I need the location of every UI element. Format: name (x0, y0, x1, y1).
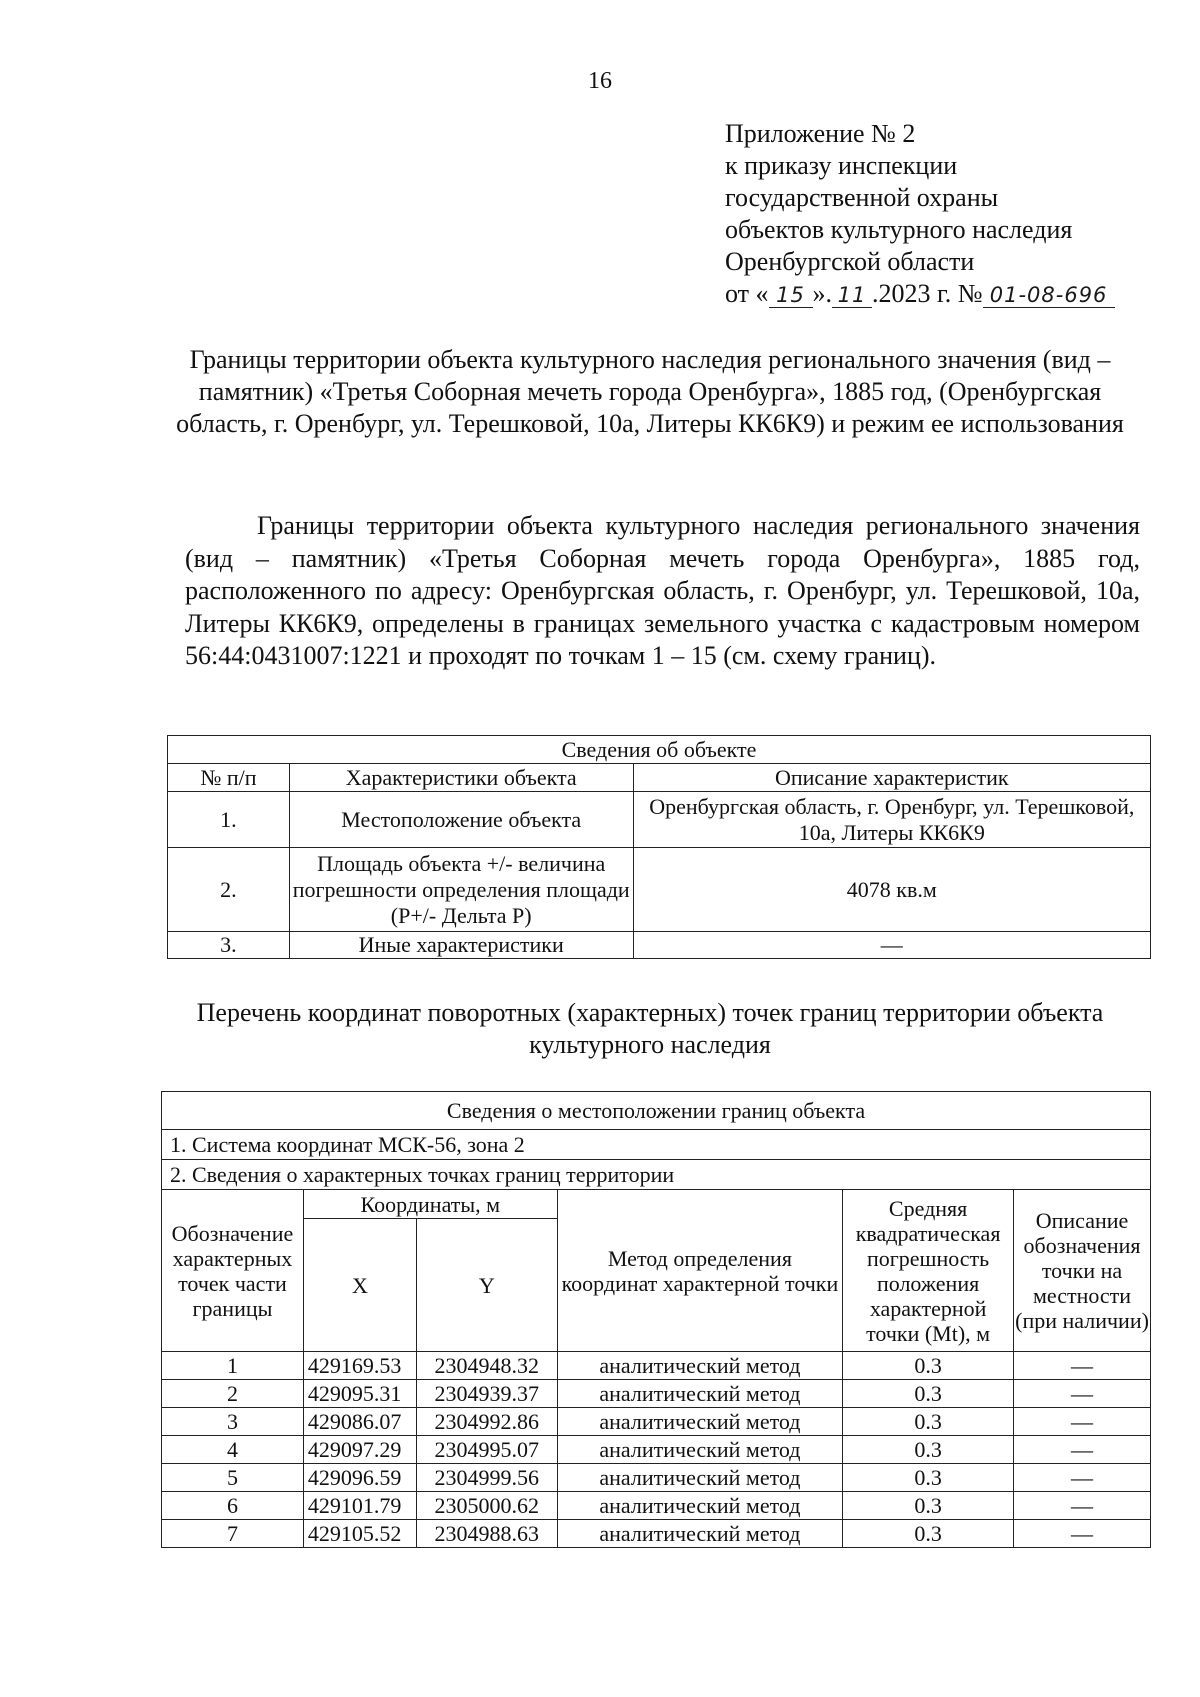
y-cell: 2304995.07 (416, 1436, 557, 1464)
object-table-title: Сведения об объекте (168, 736, 1151, 764)
row-number: 2. (168, 848, 290, 932)
order-date-line (725, 278, 1115, 310)
order-number-handwritten: 01-08-696 (983, 283, 1115, 308)
appendix-line: государственной охраны (725, 183, 999, 212)
y-cell: 2304999.56 (416, 1464, 557, 1492)
header-x: X (303, 1219, 416, 1352)
object-info-table (167, 735, 1151, 959)
table-header: Описание характеристик (633, 764, 1150, 792)
desc-cell: — (1014, 1352, 1151, 1380)
table-row (162, 1436, 1151, 1464)
appendix-line: объектов культурного наследия (725, 215, 1073, 244)
header-error: Средняя квадратическая погрешность положения характерной точки (Mt), м (843, 1190, 1014, 1352)
appendix-line: Приложение № 2 (725, 119, 916, 148)
x-cell: 429096.59 (303, 1464, 416, 1492)
error-cell: 0.3 (843, 1408, 1014, 1436)
coordinate-system-row: 1. Система координат МСК-56, зона 2 (162, 1130, 1151, 1160)
point-cell: 6 (162, 1492, 304, 1520)
table-row (162, 1380, 1151, 1408)
x-cell: 429105.52 (303, 1520, 416, 1548)
desc-cell: — (1014, 1436, 1151, 1464)
x-cell: 429095.31 (303, 1380, 416, 1408)
body-paragraph: Границы территории объекта культурного наследия регионального значения (вид – памятник) «Третья Соборная мечеть города Оренбурга», 1885 год, расположенного по адресу: Оренбургская область, г. Оренбург, ул. Терешковой, 10а, Литеры КК6К9, определены в границах земельного участка с кадастровым номером 56:44:0431007:1221 и проходят по точкам 1 – 15 (см. схему границ). (185, 511, 1140, 670)
point-cell: 7 (162, 1520, 304, 1548)
table-header: № п/п (168, 764, 290, 792)
page-number: 16 (588, 68, 612, 94)
header-desc: Описание обозначения точки на местности (при наличии) (1014, 1190, 1151, 1352)
desc-cell: — (1014, 1464, 1151, 1492)
point-cell: 1 (162, 1352, 304, 1380)
x-cell: 429101.79 (303, 1492, 416, 1520)
method-cell: аналитический метод (557, 1464, 842, 1492)
table-header: Характеристики объекта (289, 764, 633, 792)
y-cell: 2304988.63 (416, 1520, 557, 1548)
table-row (162, 1352, 1151, 1380)
date-prefix: от « (725, 279, 769, 308)
table-row (162, 1520, 1151, 1548)
error-cell: 0.3 (843, 1380, 1014, 1408)
point-cell: 3 (162, 1408, 304, 1436)
desc-cell: — (1014, 1380, 1151, 1408)
section-row: 2. Сведения о характерных точках границ территории (162, 1160, 1151, 1190)
characteristic-cell: Иные характеристики (289, 932, 633, 959)
date-month-handwritten: 11 (832, 283, 872, 308)
table-row (162, 1408, 1151, 1436)
error-cell: 0.3 (843, 1492, 1014, 1520)
coords-table-title: Сведения о местоположении границ объекта (162, 1092, 1151, 1130)
x-cell: 429097.29 (303, 1436, 416, 1464)
date-suffix: .2023 г. № (872, 279, 983, 308)
point-cell: 5 (162, 1464, 304, 1492)
main-title: Границы территории объекта культурного наследия регионального значения (вид – памятник) «Третья Соборная мечеть города Оренбурга», 1885 год, (Оренбургская область, г. Оренбург, ул. Терешковой, 10а, Литеры КК6К9) и режим ее использования (176, 345, 1124, 438)
table-row (168, 932, 1151, 959)
method-cell: аналитический метод (557, 1380, 842, 1408)
desc-cell: — (1014, 1408, 1151, 1436)
header-coords: Координаты, м (303, 1190, 557, 1219)
appendix-line: Оренбургской области (725, 247, 975, 276)
method-cell: аналитический метод (557, 1492, 842, 1520)
header-method: Метод определения координат характерной точки (557, 1190, 842, 1352)
error-cell: 0.3 (843, 1520, 1014, 1548)
characteristic-cell: Местоположение объекта (289, 792, 633, 848)
point-cell: 4 (162, 1436, 304, 1464)
error-cell: 0.3 (843, 1352, 1014, 1380)
table-row (162, 1492, 1151, 1520)
coordinates-table (161, 1091, 1151, 1548)
table-row (168, 792, 1151, 848)
method-cell: аналитический метод (557, 1520, 842, 1548)
header-point: Обозначение характерных точек части границы (162, 1190, 304, 1352)
description-cell: 4078 кв.м (633, 848, 1150, 932)
y-cell: 2304939.37 (416, 1380, 557, 1408)
table-row (162, 1464, 1151, 1492)
y-cell: 2304992.86 (416, 1408, 557, 1436)
x-cell: 429086.07 (303, 1408, 416, 1436)
table-row (168, 848, 1151, 932)
desc-cell: — (1014, 1492, 1151, 1520)
appendix-block (725, 118, 1115, 310)
coordinates-section-title: Перечень координат поворотных (характерных) точек границ территории объекта культурного наследия (196, 998, 1104, 1059)
header-y: Y (416, 1219, 557, 1352)
desc-cell: — (1014, 1520, 1151, 1548)
method-cell: аналитический метод (557, 1408, 842, 1436)
row-number: 1. (168, 792, 290, 848)
y-cell: 2304948.32 (416, 1352, 557, 1380)
method-cell: аналитический метод (557, 1352, 842, 1380)
error-cell: 0.3 (843, 1464, 1014, 1492)
row-number: 3. (168, 932, 290, 959)
appendix-line: к приказу инспекции (725, 151, 958, 180)
date-mid: ». (812, 279, 833, 308)
method-cell: аналитический метод (557, 1436, 842, 1464)
characteristic-cell: Площадь объекта +/- величина погрешности определения площади (Р+/- Дельта Р) (289, 848, 633, 932)
description-cell: — (633, 932, 1150, 959)
point-cell: 2 (162, 1380, 304, 1408)
error-cell: 0.3 (843, 1436, 1014, 1464)
y-cell: 2305000.62 (416, 1492, 557, 1520)
date-day-handwritten: 15 (769, 283, 813, 308)
x-cell: 429169.53 (303, 1352, 416, 1380)
description-cell: Оренбургская область, г. Оренбург, ул. Терешковой, 10а, Литеры КК6К9 (633, 792, 1150, 848)
